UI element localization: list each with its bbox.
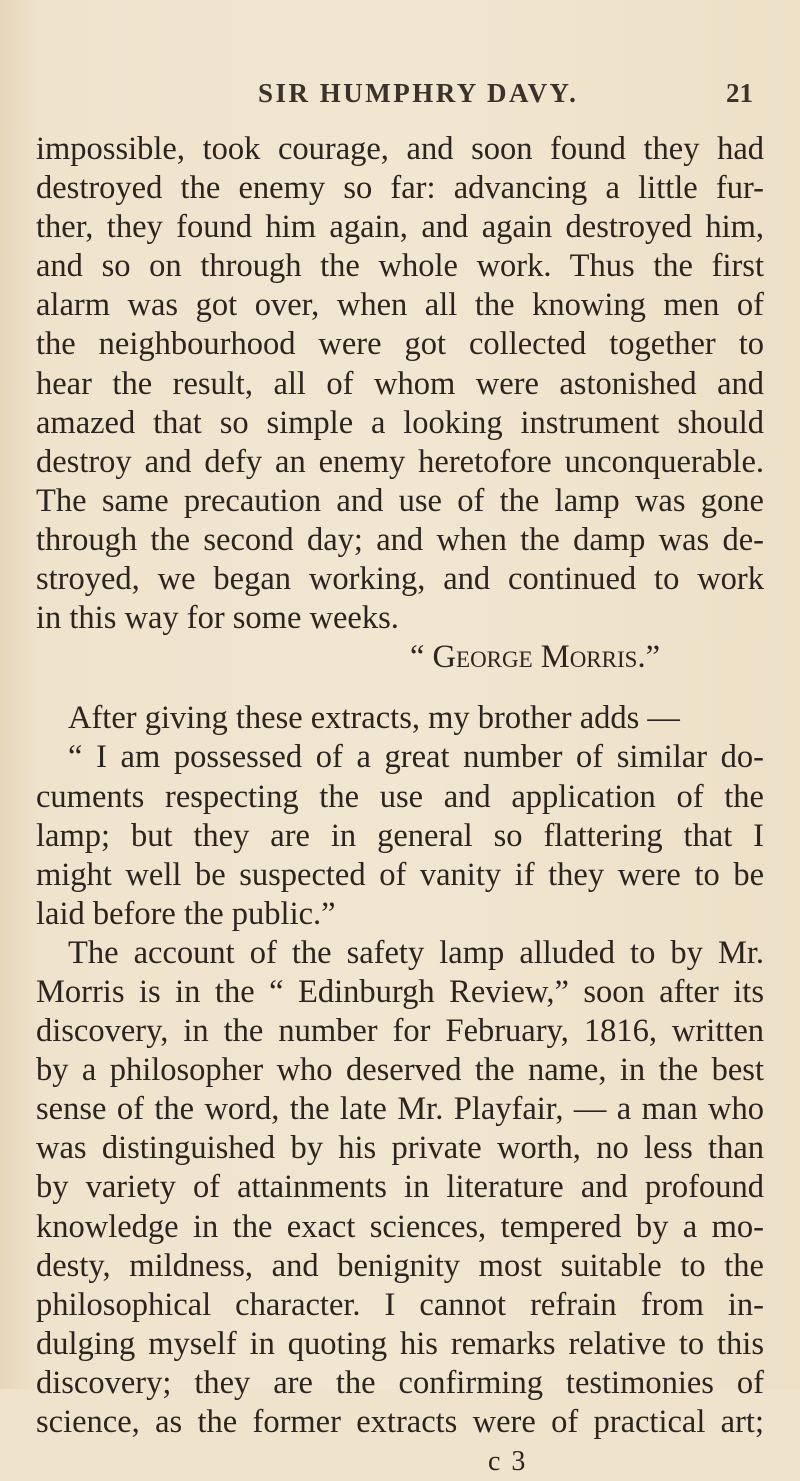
- text-line: destroyed the enemy so far: advancing a little fur-: [36, 170, 764, 207]
- text-line: was distinguished by his private worth, no less than: [36, 1130, 764, 1167]
- page-number: 21: [726, 78, 753, 108]
- text-line: through the second day; and when the damp was de-: [36, 521, 764, 558]
- text-line: cuments respecting the use and application of the: [36, 778, 764, 815]
- paragraph-3: [36, 934, 764, 1442]
- running-head: [0, 78, 800, 118]
- text-line: and so on through the whole work. Thus the first: [36, 248, 764, 285]
- text-line: might well be suspected of vanity if they were to be: [36, 856, 764, 893]
- text-line: desty, mildness, and benignity most suitable to the: [36, 1247, 764, 1284]
- text-line: discovery, in the number for February, 1816, written: [36, 1013, 764, 1050]
- body-text: [36, 130, 764, 1481]
- text-line: hear the result, all of whom were astonished and: [36, 365, 764, 402]
- text-line: by variety of attainments in literature and profound: [36, 1169, 764, 1206]
- text-line: sense of the word, the late Mr. Playfair, — a man who: [36, 1091, 764, 1128]
- text-line: stroyed, we began working, and continued to work: [36, 561, 764, 598]
- paragraph-1: [36, 130, 764, 638]
- text-line: After giving these extracts, my brother adds —: [68, 700, 680, 737]
- running-title: SIR HUMPHRY DAVY.: [258, 78, 579, 108]
- text-line: lamp; but they are in general so flattering that I: [36, 817, 764, 854]
- text-line: ther, they found him again, and again destroyed him,: [36, 209, 764, 246]
- text-line: destroy and defy an enemy heretofore unconquerable.: [36, 443, 764, 480]
- text-line: Morris is in the “ Edinburgh Review,” soon after its: [36, 973, 764, 1010]
- paragraph-2: [36, 699, 764, 934]
- text-line: in this way for some weeks.: [36, 600, 399, 637]
- text-line: impossible, took courage, and soon found they had: [36, 131, 764, 167]
- paragraph-gap: [36, 677, 764, 699]
- text-line: laid before the public.”: [36, 895, 336, 932]
- text-line: The same precaution and use of the lamp was gone: [36, 482, 764, 519]
- text-line: “ I am possessed of a great number of similar do-: [68, 739, 764, 776]
- text-line: philosophical character. I cannot refrain from in-: [36, 1286, 764, 1323]
- text-line: science, as the former extracts were of practical art;: [36, 1404, 764, 1440]
- text-line: by a philosopher who deserved the name, in the best: [36, 1052, 764, 1089]
- text-line: the neighbourhood were got collected together to: [36, 326, 764, 363]
- signature-mark: c 3: [488, 1446, 528, 1478]
- text-line: The account of the safety lamp alluded to by Mr.: [68, 934, 764, 971]
- text-line: dulging myself in quoting his remarks relative to this: [36, 1325, 764, 1362]
- signature: “ George Morris.”: [410, 639, 660, 676]
- text-line: alarm was got over, when all the knowing men of: [36, 287, 764, 324]
- text-line: discovery; they are the confirming testimonies of: [36, 1364, 764, 1401]
- text-line: amazed that so simple a looking instrument should: [36, 404, 764, 441]
- text-line: knowledge in the exact sciences, tempered by a mo-: [36, 1208, 764, 1245]
